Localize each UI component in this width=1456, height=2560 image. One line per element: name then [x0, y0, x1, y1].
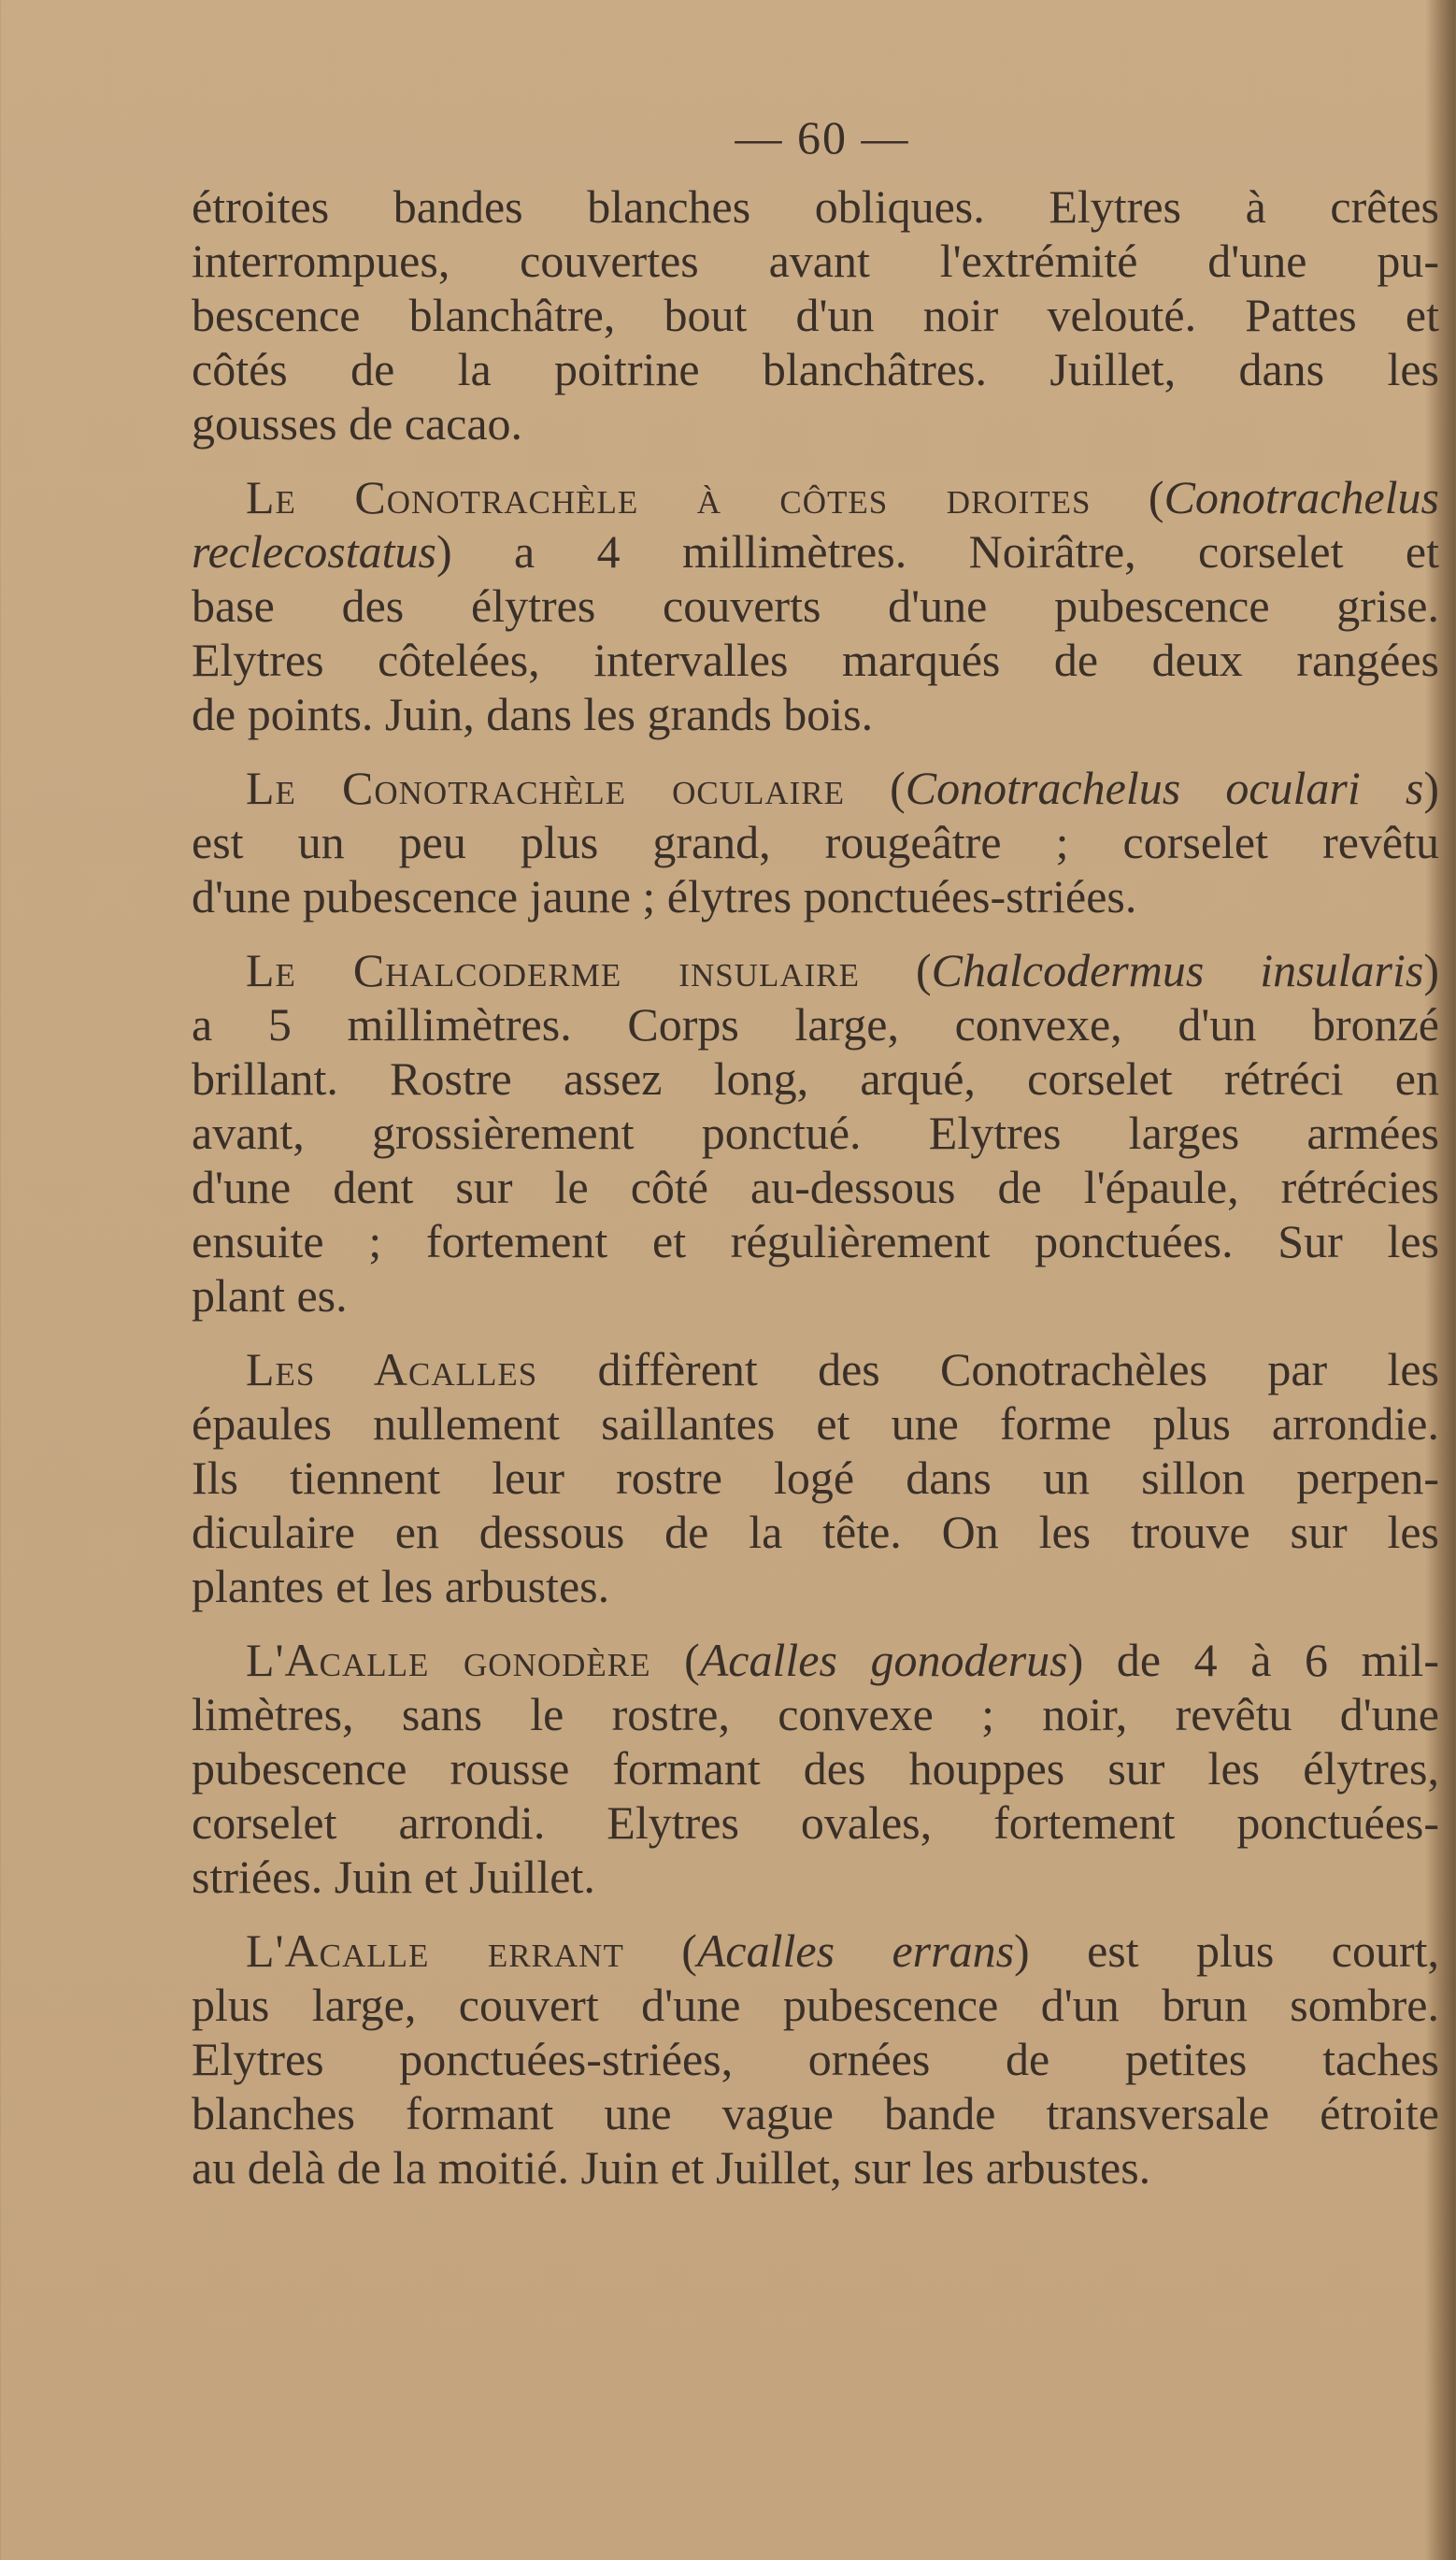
- text-line: [192, 1160, 1439, 1214]
- text-span: corselet arrondi. Elytres ovales, fortement ponctuées-: [192, 1796, 1439, 1849]
- text-span: (: [1091, 471, 1164, 523]
- text-span: d'une dent sur le côté au-dessous de l'épaule, rétrécies: [192, 1161, 1439, 1213]
- text-span: Elytres ponctuées-striées, ornées de petites taches: [192, 2033, 1439, 2085]
- text-line: [192, 997, 1439, 1051]
- text-line: [192, 1741, 1439, 1795]
- text-span: gousses de cacao.: [192, 397, 523, 450]
- paragraph: [192, 1633, 1439, 1904]
- text-line: [192, 869, 1439, 923]
- text-span: étroites bandes blanches obliques. Elytres à crêtes: [192, 180, 1439, 233]
- text-span: Ils tiennent leur rostre logé dans un sillon perpen-: [192, 1452, 1439, 1504]
- text-line: [192, 815, 1439, 869]
- paragraph: [192, 761, 1439, 923]
- text-span: ): [1423, 762, 1439, 814]
- paragraph: [192, 179, 1439, 451]
- species-common-name: L'Acalle gonodère: [246, 1634, 651, 1686]
- text-span: pubescence rousse formant des houppes sur les élytres,: [192, 1742, 1439, 1795]
- text-line: [192, 2086, 1439, 2140]
- text-line: [192, 1687, 1439, 1741]
- text-line: [192, 579, 1439, 633]
- text-span: côtés de la poitrine blanchâtres. Juillet, dans les: [192, 343, 1439, 395]
- paragraph: [192, 943, 1439, 1323]
- text-span: d'une pubescence jaune ; élytres ponctuées-striées.: [192, 870, 1137, 922]
- species-common-name: Les Acalles: [246, 1343, 538, 1395]
- species-latin-name: Conotrachelus: [1163, 471, 1439, 523]
- text-line: [192, 761, 1439, 815]
- text-span: (: [860, 944, 932, 996]
- text-span: a 5 millimètres. Corps large, convexe, d'un bronzé: [192, 998, 1439, 1051]
- text-span: diffèrent des Conotrachèles par les: [537, 1343, 1439, 1395]
- text-span: est un peu plus grand, rougeâtre ; corselet revêtu: [192, 816, 1439, 868]
- text-line: [192, 943, 1439, 997]
- text-span: au delà de la moitié. Juin et Juillet, sur les arbustes.: [192, 2141, 1151, 2194]
- text-line: [192, 179, 1439, 234]
- species-latin-name: reclecostatus: [192, 525, 436, 578]
- text-span: ): [1423, 944, 1439, 996]
- text-line: [192, 1396, 1439, 1451]
- paragraph: [192, 1924, 1439, 2195]
- paragraph: [192, 1342, 1439, 1613]
- text-span: plus large, couvert d'une pubescence d'un brun sombre.: [192, 1979, 1439, 2031]
- text-line: [192, 1451, 1439, 1505]
- text-span: striées. Juin et Juillet.: [192, 1851, 595, 1903]
- text-span: Elytres côtelées, intervalles marqués de deux rangées: [192, 634, 1439, 686]
- text-line: [192, 1924, 1439, 1978]
- species-latin-name: Acalles gonoderus: [699, 1634, 1068, 1686]
- text-span: avant, grossièrement ponctué. Elytres larges armées: [192, 1107, 1439, 1159]
- text-span: de points. Juin, dans les grands bois.: [192, 688, 874, 740]
- text-span: ) est plus court,: [1014, 1924, 1440, 1977]
- species-common-name: L'Acalle errant: [246, 1924, 624, 1977]
- text-line: [192, 2032, 1439, 2086]
- text-span: interrompues, couvertes avant l'extrémité d'une pu-: [192, 235, 1439, 287]
- species-common-name: Le Chalcoderme insulaire: [246, 944, 861, 996]
- species-latin-name: Acalles errans: [696, 1924, 1015, 1977]
- text-line: [192, 1795, 1439, 1850]
- text-line: [192, 470, 1439, 524]
- text-span: (: [650, 1634, 700, 1686]
- text-span: ) de 4 à 6 mil-: [1067, 1634, 1439, 1686]
- text-line: [192, 1559, 1439, 1613]
- species-common-name: Le Conotrachèle à côtes droites: [246, 471, 1092, 523]
- text-line: [192, 1505, 1439, 1559]
- text-span: plant es.: [192, 1269, 348, 1322]
- text-span: bescence blanchâtre, bout d'un noir velouté. Pattes et: [192, 289, 1439, 341]
- text-span: diculaire en dessous de la tête. On les trouve sur les: [192, 1506, 1439, 1558]
- text-line: [192, 2140, 1439, 2195]
- text-line: [192, 1978, 1439, 2032]
- text-span: plantes et les arbustes.: [192, 1560, 610, 1612]
- paragraph: [192, 470, 1439, 741]
- page-number: — 60 —: [735, 111, 910, 164]
- text-span: (: [623, 1924, 697, 1977]
- text-line: [192, 288, 1439, 342]
- text-line: [192, 1268, 1439, 1323]
- text-line: [192, 687, 1439, 741]
- text-span: blanches formant une vague bande transversale étroite: [192, 2087, 1439, 2139]
- text-line: [192, 1850, 1439, 1904]
- species-latin-name: Chalcodermus insularis: [931, 944, 1424, 996]
- text-line: [192, 1342, 1439, 1396]
- text-line: [192, 1633, 1439, 1687]
- text-span: ) a 4 millimètres. Noirâtre, corselet et: [435, 525, 1439, 578]
- text-line: [192, 1214, 1439, 1268]
- species-latin-name: Conotrachelus oculari s: [905, 762, 1424, 814]
- text-line: [192, 342, 1439, 396]
- text-line: [192, 1051, 1439, 1106]
- species-common-name: Le Conotrachèle oculaire: [246, 762, 846, 814]
- body-text: [192, 179, 1439, 2195]
- text-line: [192, 633, 1439, 687]
- text-span: brillant. Rostre assez long, arqué, corselet rétréci en: [192, 1052, 1439, 1105]
- text-line: [192, 524, 1439, 579]
- text-line: [192, 234, 1439, 288]
- text-span: base des élytres couverts d'une pubescence grise.: [192, 579, 1439, 632]
- text-span: (: [845, 762, 906, 814]
- text-span: limètres, sans le rostre, convexe ; noir, revêtu d'une: [192, 1688, 1439, 1740]
- text-line: [192, 396, 1439, 451]
- text-line: [192, 1106, 1439, 1160]
- text-span: épaules nullement saillantes et une forme plus arrondie.: [192, 1397, 1439, 1450]
- text-span: ensuite ; fortement et régulièrement ponctuées. Sur les: [192, 1215, 1439, 1267]
